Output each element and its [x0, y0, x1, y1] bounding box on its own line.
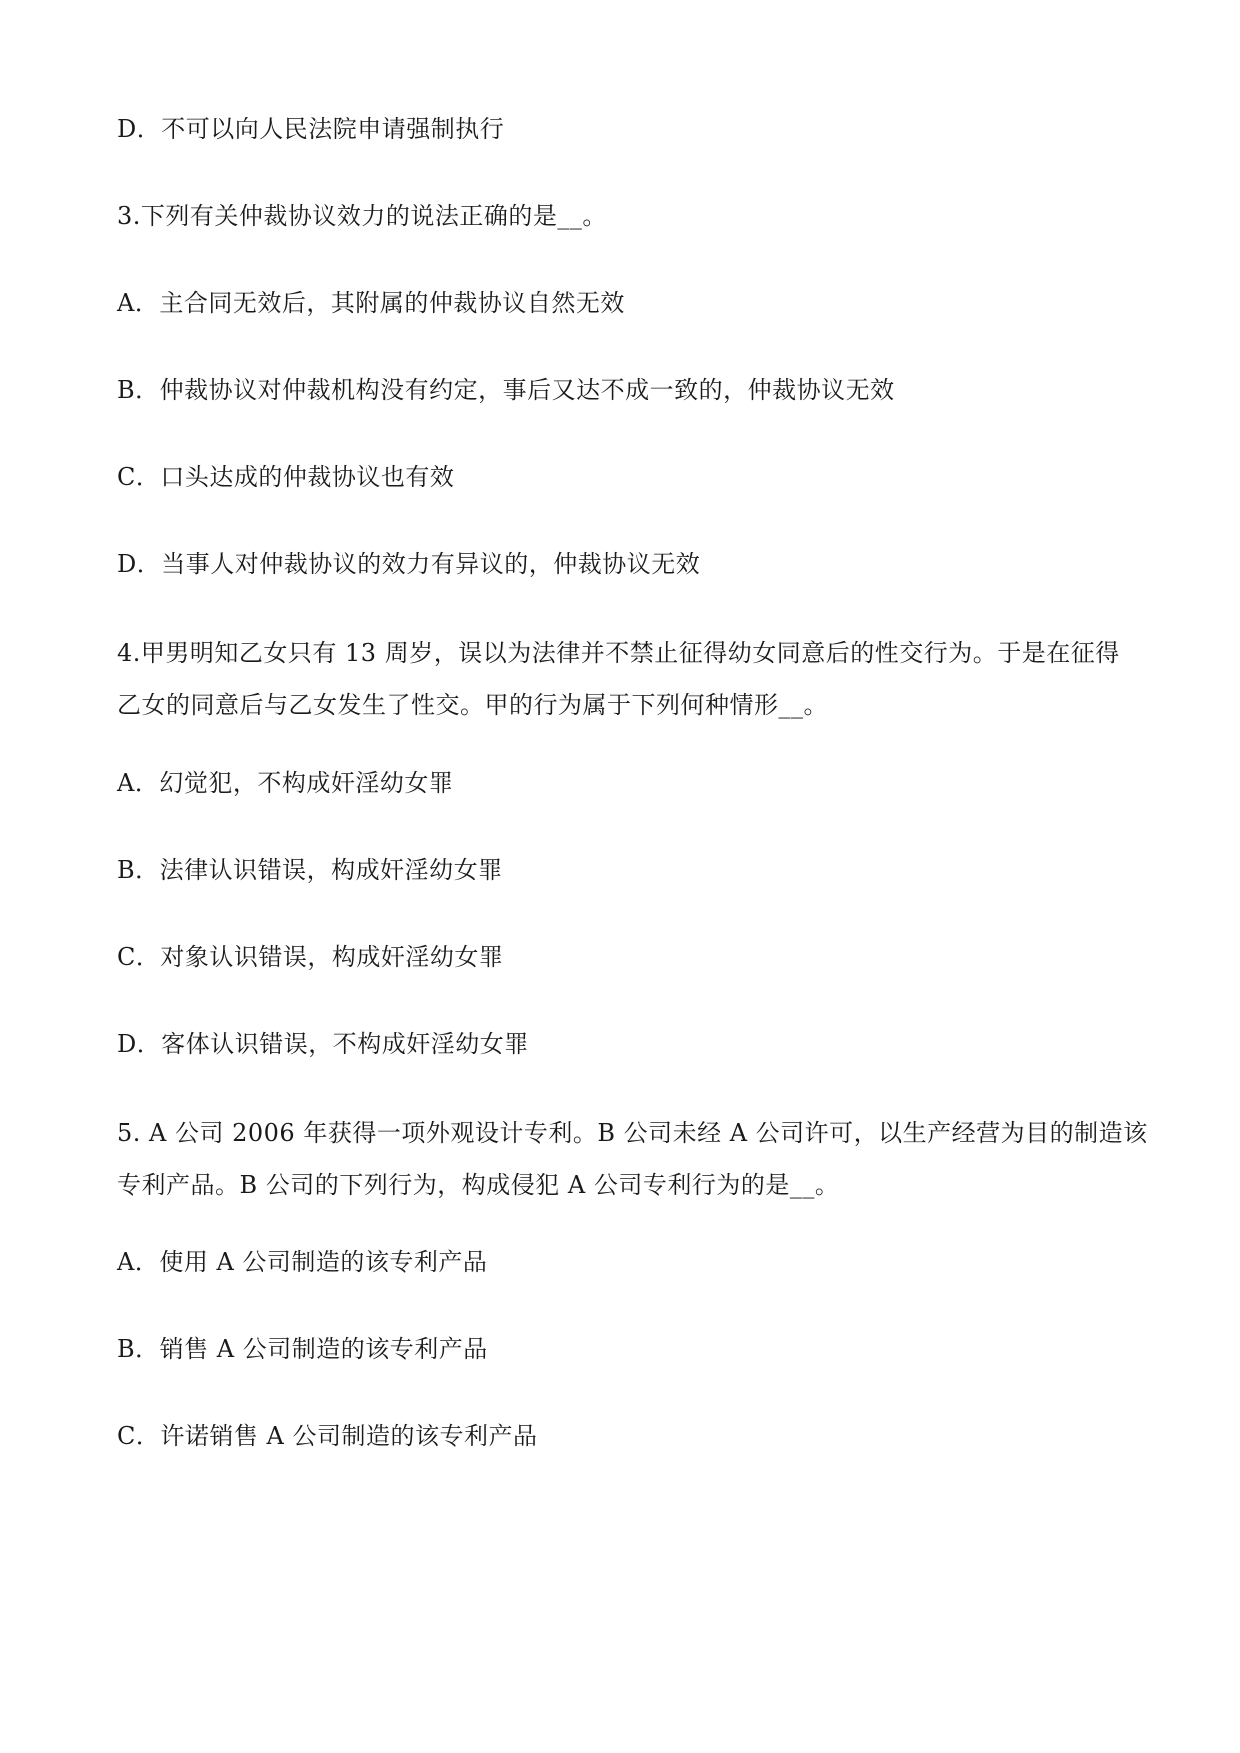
- q3-option-b: B．仲裁协议对仲裁机构没有约定，事后又达不成一致的，仲裁协议无效: [117, 376, 895, 404]
- q3-option-a: A．主合同无效后，其附属的仲裁协议自然无效: [117, 289, 625, 317]
- q3-option-c: C．口头达成的仲裁协议也有效: [117, 463, 455, 491]
- q5-stem: [117, 1107, 1148, 1211]
- q4-option-d: D．客体认识错误，不构成奸淫幼女罪: [117, 1030, 529, 1058]
- q4-option-c: C．对象认识错误，构成奸淫幼女罪: [117, 943, 504, 971]
- q4-option-b: B．法律认识错误，构成奸淫幼女罪: [117, 856, 503, 884]
- q4-stem-line2: 乙女的同意后与乙女发生了性交。甲的行为属于下列何种情形__。: [117, 691, 828, 719]
- q2-option-d: D．不可以向人民法院申请强制执行: [117, 115, 505, 143]
- q3-option-d: D．当事人对仲裁协议的效力有异议的，仲裁协议无效: [117, 550, 701, 578]
- q5-option-b: B．销售 A 公司制造的该专利产品: [117, 1335, 488, 1363]
- q4-stem: [117, 627, 1127, 731]
- q5-option-c: C．许诺销售 A 公司制造的该专利产品: [117, 1422, 538, 1450]
- q5-stem-line1: 5. A 公司 2006 年获得一项外观设计专利。B 公司未经 A 公司许可，以生产经营为目的制造该: [117, 1119, 1148, 1147]
- q3-stem: 3.下列有关仲裁协议效力的说法正确的是__。: [117, 202, 607, 230]
- q4-stem-line1: 4.甲男明知乙女只有 13 周岁，误以为法律并不禁止征得幼女同意后的性交行为。于是在征得: [117, 639, 1120, 667]
- q5-stem-line2: 专利产品。B 公司的下列行为，构成侵犯 A 公司专利行为的是__。: [117, 1171, 840, 1199]
- q5-option-a: A．使用 A 公司制造的该专利产品: [117, 1248, 488, 1276]
- q4-option-a: A．幻觉犯，不构成奸淫幼女罪: [117, 769, 454, 797]
